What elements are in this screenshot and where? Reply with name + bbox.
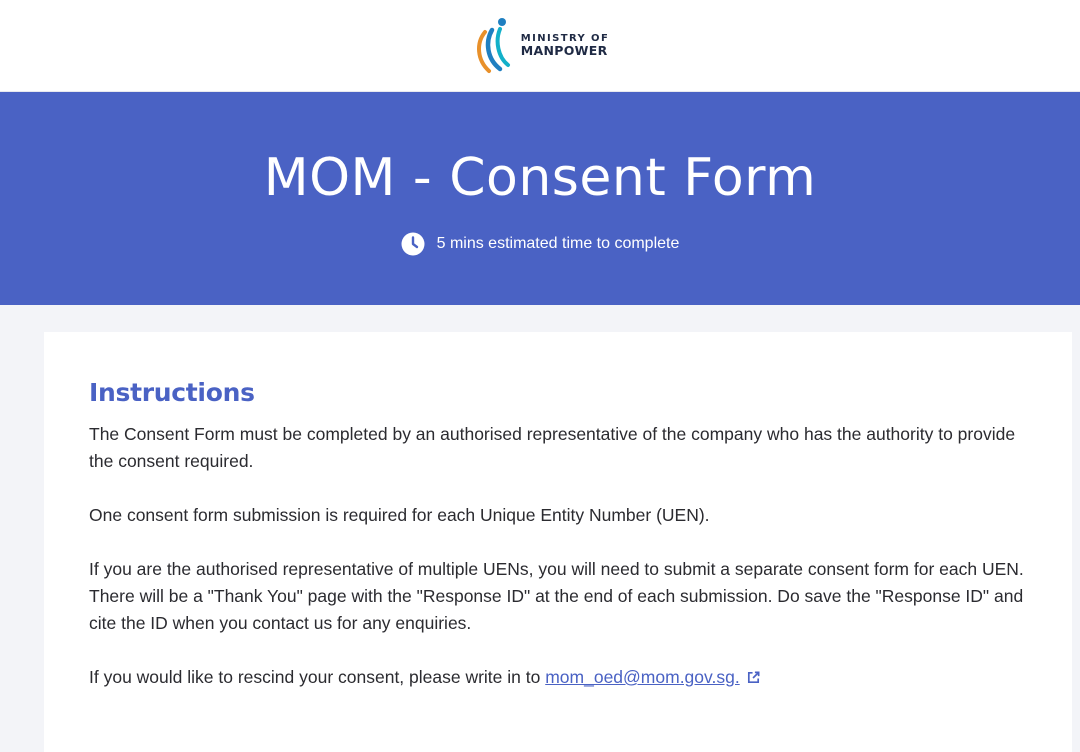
logo-line2: MANPOWER [520,43,608,59]
instruction-paragraph: The Consent Form must be completed by an authorised representative of the company who has the authority to provide the consent required. [89,424,1016,471]
instructions-title: Instructions [89,378,255,407]
external-link-icon[interactable] [746,670,761,685]
estimated-time-text: 5 mins estimated time to complete [436,235,680,252]
rescind-paragraph [89,664,1026,691]
ministry-logo[interactable] [471,16,609,76]
email-link[interactable]: mom_oed@mom.gov.sg. [545,667,740,687]
logo-text [521,34,609,58]
clock-icon [401,232,425,256]
top-header [0,0,1080,92]
instruction-paragraph: If you are the authorised representative of multiple UENs, you will need to submit a separate consent form for each UEN. There will be a "Thank You" page with the "Response ID" at the end of each submission. Do save the "Response ID" and cite the ID when you contact us for any enquiries. [89,559,1024,633]
instructions-card [44,332,1072,752]
estimated-time [401,232,680,256]
mom-logo-icon [471,16,515,76]
rescind-text: If you would like to rescind your consent, please write in to [89,667,546,687]
logo-line1: MINISTRY OF [520,32,610,44]
form-title: MOM - Consent Form [263,148,817,208]
instruction-paragraph: One consent form submission is required for each Unique Entity Number (UEN). [89,505,710,525]
form-hero-banner [0,92,1080,305]
